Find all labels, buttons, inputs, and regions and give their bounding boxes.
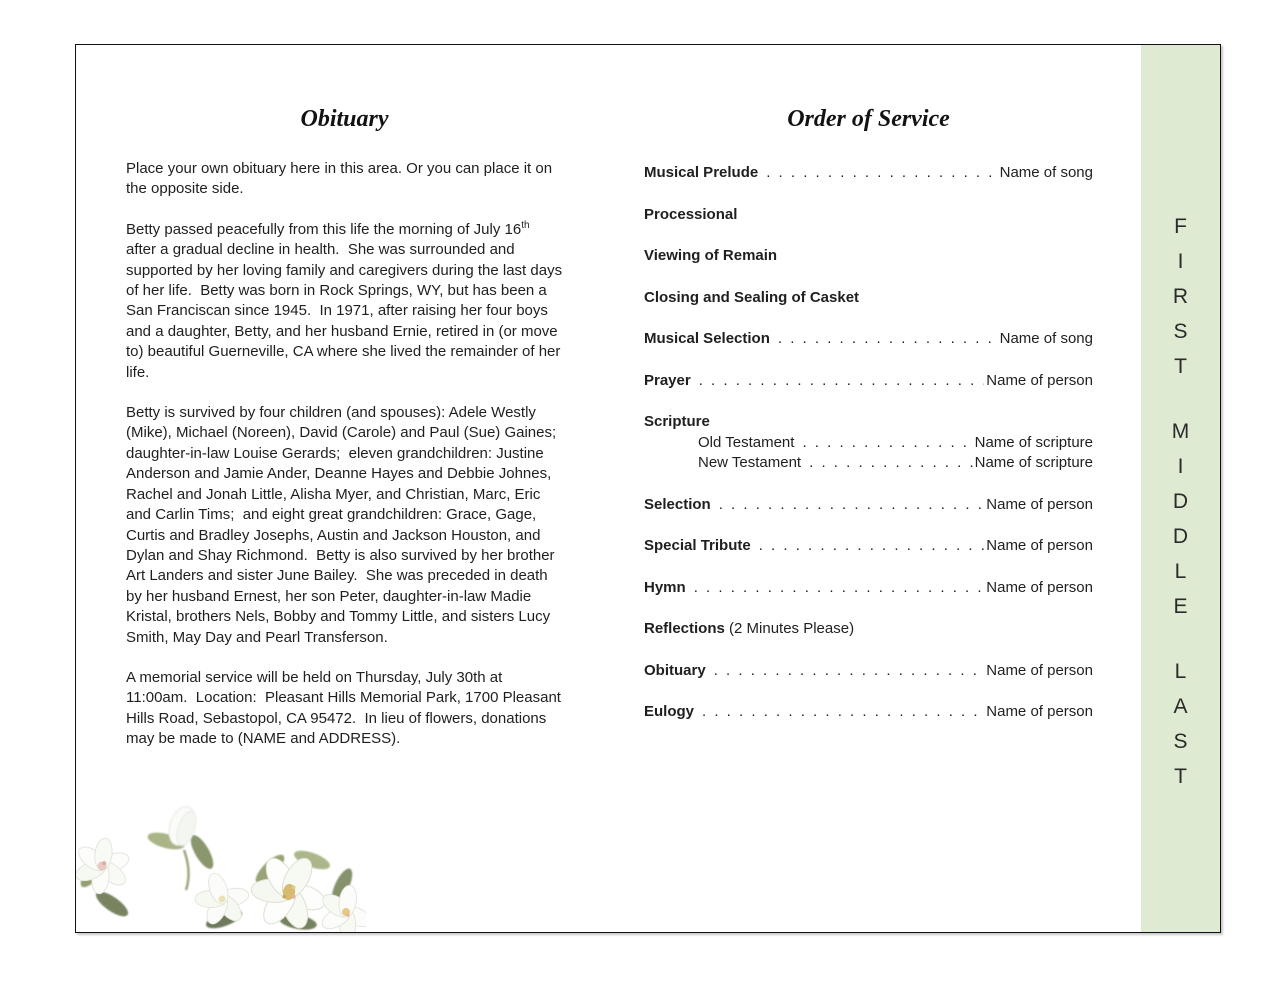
service-item-label: Prayer [644,371,691,389]
service-item-selection [644,495,1093,516]
dot-leader [694,578,985,599]
dot-leader [702,702,984,723]
service-item-value: Name of person [986,371,1093,389]
service-item-musical-selection [644,329,1093,350]
service-item-label: Reflections [644,620,725,637]
service-item-closing-and-sealing [644,288,1093,309]
ordinal-superscript: th [521,219,530,231]
obituary-paragraph-3: Betty is survived by four children (and spouses): Adele Westly (Mike), Michael (Noreen), David (Carole) and Paul (Sue) Gaines; daughter-in-law Louise Gerards; eleven grandchildren: Justine Anderson and Jamie Ander, Deanne Hayes and Debbie Johnes, Rachel and Jonah Little, Alisha Myer, and Christian, Marc, Eric and Carlin Tims; and eight great grandchildren: Grace, Gage, Curtis and Bradley Josephs, Austin and Jackson Houston, and Dylan and Shay Richmond. Betty is also survived by her brother Art Landers and sister June Bailey. She was preceded in death by her husband Ernest, her son Peter, daughter-in-law Madie Kristal, brothers Nels, Bobby and Tommy Little, and sisters Lucy Smith, May Day and Pearl Transferson. [126,404,565,646]
service-item-hymn [644,578,1093,599]
side-tab [1141,45,1220,932]
service-item-label: Eulogy [644,703,695,720]
service-item-musical-prelude [644,163,1093,184]
service-item-old-testament [644,433,1093,454]
service-item-value: Name of person [986,537,1093,554]
service-item-label: Special Tribute [644,537,751,554]
service-item-processional [644,205,1093,226]
service-item-value: Name of person [986,495,1093,513]
service-item-prayer [644,371,1093,392]
service-item-value: Name of person [986,703,1093,720]
side-tab-word-first: FIRST [1169,215,1192,390]
service-item-label: Hymn [644,578,686,596]
program-page [75,44,1221,933]
service-item-value: Name of person [986,661,1093,679]
service-item-label: Selection [644,495,711,513]
side-tab-word-last: LAST [1169,660,1192,800]
service-item-label: Viewing of Remain [644,247,778,264]
dot-leader [714,661,985,682]
service-item-value: Name of scripture [974,433,1093,451]
service-item-value: Name of song [999,164,1093,181]
service-item-label: Closing and Sealing of Casket [644,288,860,306]
service-item-value: Name of song [999,330,1093,347]
service-item-value: Name of scripture [974,454,1093,471]
service-item-viewing-of-remain [644,246,1093,267]
obituary-section [126,45,567,770]
dot-leader [778,329,998,350]
magnolia-flowers-image [75,794,366,933]
obituary-paragraph-1: Place your own obituary here in this area. Or you can place it on the opposite side. [126,160,557,198]
dot-leader [802,433,972,454]
service-item-label: Musical Prelude [644,164,759,181]
order-of-service-list [644,163,1093,723]
service-item-special-tribute [644,536,1093,557]
service-item-new-testament [644,453,1093,474]
order-of-service-title: Order of Service [787,106,950,132]
dot-leader [809,453,973,474]
service-item-label: Old Testament [698,433,795,451]
service-item-value: Name of person [986,578,1093,596]
service-item-label: Obituary [644,661,706,679]
dot-leader [699,371,985,392]
service-item-label: Musical Selection [644,330,770,347]
obituary-paragraph-2-pre: Betty passed peacefully from this life the morning of July 16 [126,220,522,238]
service-item-label: Processional [644,205,738,223]
dot-leader [759,536,985,557]
order-of-service-section [644,45,1093,723]
service-item-eulogy [644,702,1093,723]
service-item-label: Scripture [644,413,710,430]
dot-leader [766,163,997,184]
service-item-reflections [644,619,1093,640]
obituary-paragraph-4: A memorial service will be held on Thursday, July 30th at 11:00am. Location: Pleasant Hills Memorial Park, 1700 Pleasant Hills Road, Sebastopol, CA 95472. In lieu of flowers, donations may be made to (NAME and ADDRESS). [126,668,566,748]
service-item-note: (2 Minutes Please) [724,620,855,637]
service-item-scripture [644,412,1093,433]
service-item-obituary [644,661,1093,682]
service-item-label: New Testament [698,454,802,471]
obituary-paragraph-2 [126,219,567,383]
side-tab-word-middle: MIDDLE [1169,420,1192,630]
dot-leader [719,495,985,516]
obituary-paragraph-2-post: after a gradual decline in health. She was surrounded and supported by her loving family and caregivers during the last days of her life. Betty was born in Rock Springs, WY, but has been a San Franciscan since 1945. In 1971, after raising her four boys and a daughter, Betty, and her husband Ernie, retired in (or move to) beautiful Guerneville, CA where she lived the remainder of her life. [126,220,567,381]
obituary-title: Obituary [300,106,389,132]
